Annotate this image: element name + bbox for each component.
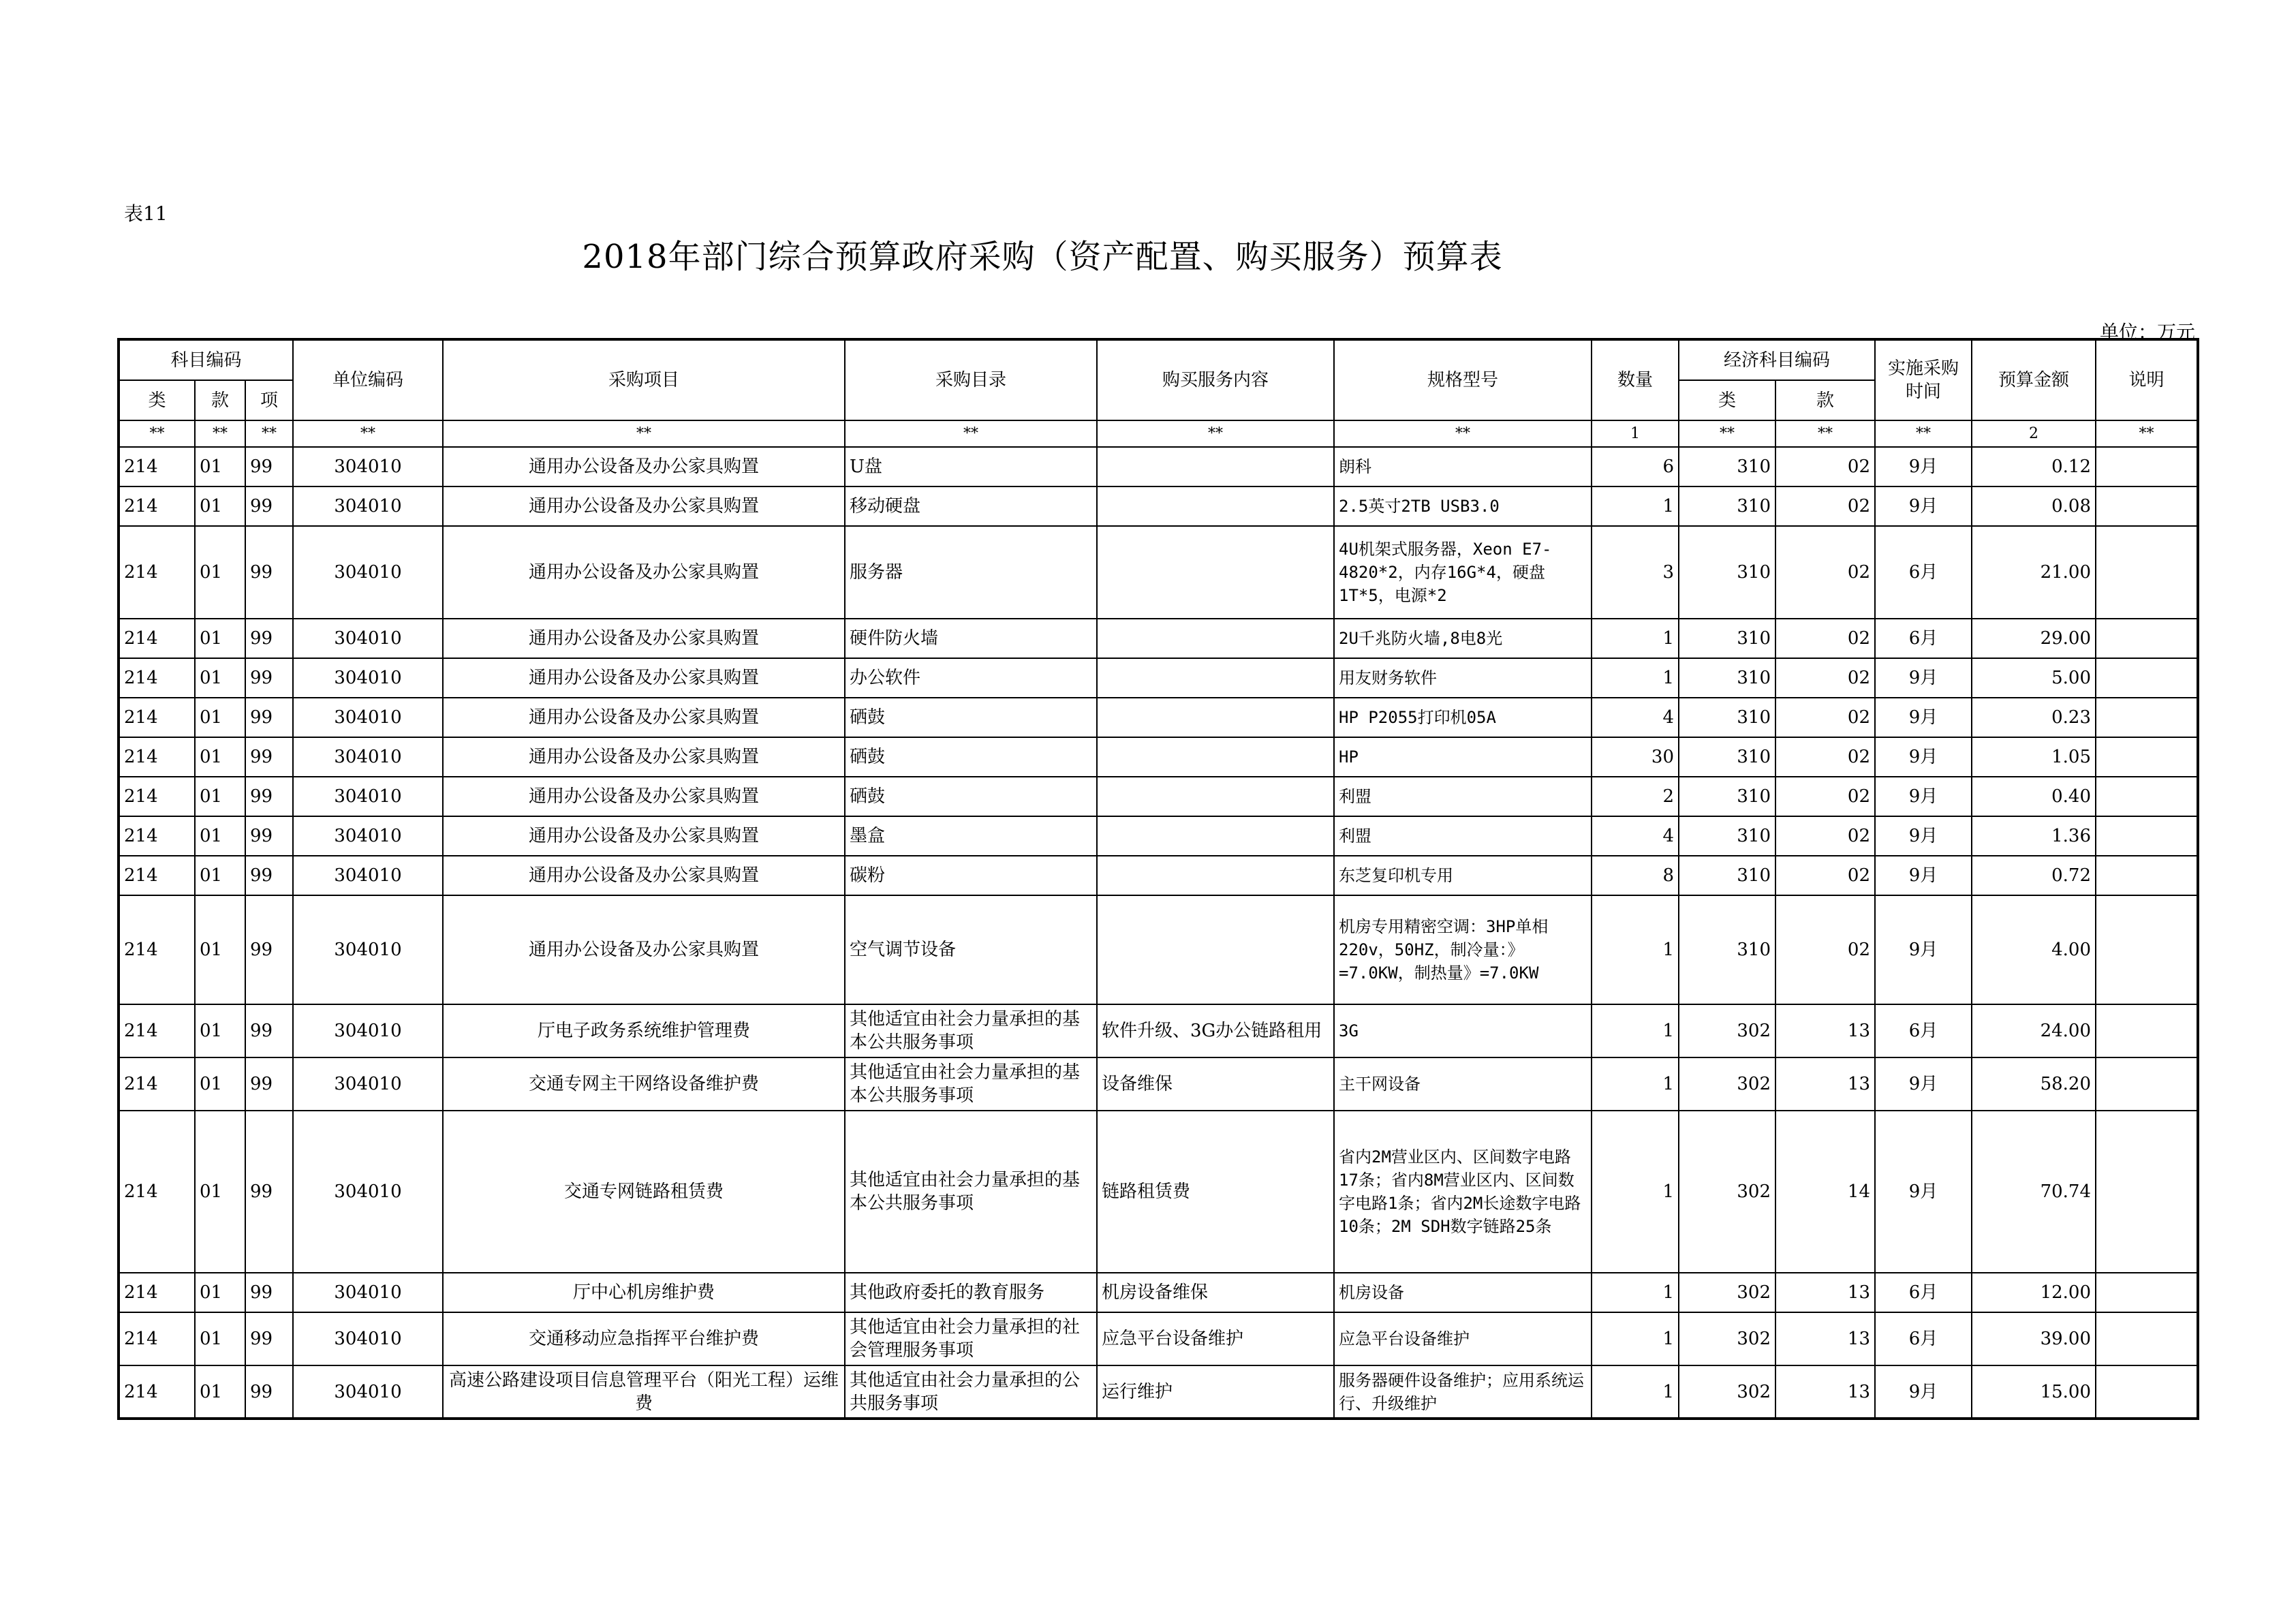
cell-lei: 214 (119, 1004, 195, 1057)
cell-catalog: 办公软件 (845, 658, 1097, 698)
marker-cell: ** (443, 420, 845, 447)
cell-project: 通用办公设备及办公家具购置 (443, 856, 845, 895)
cell-unit-code: 304010 (293, 1312, 443, 1365)
table-row (119, 486, 2198, 526)
cell-econ-kuan: 14 (1775, 1111, 1875, 1273)
cell-amount: 21.00 (1972, 526, 2096, 619)
cell-note (2096, 737, 2198, 777)
cell-lei: 214 (119, 895, 195, 1004)
cell-service (1097, 895, 1334, 1004)
cell-qty: 1 (1592, 1273, 1679, 1312)
cell-qty: 1 (1592, 1312, 1679, 1365)
cell-lei: 214 (119, 526, 195, 619)
cell-kuan: 01 (195, 856, 245, 895)
cell-xiang: 99 (245, 526, 293, 619)
cell-catalog: 其他适宜由社会力量承担的基本公共服务事项 (845, 1111, 1097, 1273)
cell-catalog: 墨盒 (845, 816, 1097, 856)
cell-amount: 1.05 (1972, 737, 2096, 777)
header-subject-code: 科目编码 (119, 339, 293, 380)
cell-catalog: 其他适宜由社会力量承担的基本公共服务事项 (845, 1057, 1097, 1111)
cell-note (2096, 619, 2198, 658)
cell-econ-lei: 310 (1679, 526, 1775, 619)
page-title-text: 2018年部门综合预算政府采购（资产配置、购买服务）预算表 (582, 238, 1503, 276)
cell-econ-kuan: 02 (1775, 619, 1875, 658)
cell-time: 9月 (1875, 856, 1972, 895)
cell-time: 6月 (1875, 1312, 1972, 1365)
cell-lei: 214 (119, 658, 195, 698)
cell-econ-kuan: 02 (1775, 447, 1875, 486)
cell-spec: 东芝复印机专用 (1334, 856, 1592, 895)
cell-qty: 1 (1592, 1365, 1679, 1419)
cell-econ-lei: 310 (1679, 856, 1775, 895)
cell-kuan: 01 (195, 1312, 245, 1365)
cell-qty: 1 (1592, 895, 1679, 1004)
header-amount: 预算金额 (1972, 339, 2096, 420)
cell-kuan: 01 (195, 1365, 245, 1419)
cell-kuan: 01 (195, 658, 245, 698)
cell-project: 交通移动应急指挥平台维护费 (443, 1312, 845, 1365)
cell-project: 厅电子政务系统维护管理费 (443, 1004, 845, 1057)
cell-amount: 0.12 (1972, 447, 2096, 486)
cell-service (1097, 526, 1334, 619)
cell-xiang: 99 (245, 1312, 293, 1365)
header-kuan: 款 (195, 380, 245, 420)
cell-note (2096, 895, 2198, 1004)
cell-unit-code: 304010 (293, 1004, 443, 1057)
cell-kuan: 01 (195, 698, 245, 737)
cell-xiang: 99 (245, 619, 293, 658)
cell-amount: 12.00 (1972, 1273, 2096, 1312)
header-xiang: 项 (245, 380, 293, 420)
cell-lei: 214 (119, 1111, 195, 1273)
cell-service (1097, 816, 1334, 856)
cell-econ-lei: 310 (1679, 895, 1775, 1004)
cell-qty: 6 (1592, 447, 1679, 486)
cell-qty: 1 (1592, 658, 1679, 698)
cell-kuan: 01 (195, 486, 245, 526)
cell-time: 9月 (1875, 698, 1972, 737)
cell-note (2096, 526, 2198, 619)
marker-cell: ** (845, 420, 1097, 447)
cell-unit-code: 304010 (293, 658, 443, 698)
cell-amount: 58.20 (1972, 1057, 2096, 1111)
cell-service (1097, 777, 1334, 816)
cell-kuan: 01 (195, 1111, 245, 1273)
cell-qty: 4 (1592, 698, 1679, 737)
cell-econ-lei: 310 (1679, 447, 1775, 486)
cell-spec: 机房设备 (1334, 1273, 1592, 1312)
cell-amount: 39.00 (1972, 1312, 2096, 1365)
cell-spec: 机房专用精密空调：3HP单相220v，50HZ，制冷量：》=7.0KW，制热量》=7.0KW (1334, 895, 1592, 1004)
cell-note (2096, 777, 2198, 816)
cell-econ-lei: 310 (1679, 619, 1775, 658)
cell-time: 9月 (1875, 816, 1972, 856)
cell-note (2096, 1312, 2198, 1365)
cell-econ-kuan: 02 (1775, 777, 1875, 816)
cell-amount: 0.40 (1972, 777, 2096, 816)
cell-amount: 0.72 (1972, 856, 2096, 895)
cell-xiang: 99 (245, 895, 293, 1004)
cell-project: 厅中心机房维护费 (443, 1273, 845, 1312)
cell-xiang: 99 (245, 777, 293, 816)
cell-kuan: 01 (195, 619, 245, 658)
cell-note (2096, 1057, 2198, 1111)
table-row (119, 816, 2198, 856)
cell-unit-code: 304010 (293, 1273, 443, 1312)
cell-econ-kuan: 13 (1775, 1057, 1875, 1111)
cell-project: 交通专网链路租赁费 (443, 1111, 845, 1273)
cell-lei: 214 (119, 1312, 195, 1365)
cell-qty: 1 (1592, 1057, 1679, 1111)
cell-unit-code: 304010 (293, 856, 443, 895)
cell-catalog: 其他适宜由社会力量承担的公共服务事项 (845, 1365, 1097, 1419)
cell-note (2096, 1273, 2198, 1312)
cell-note (2096, 447, 2198, 486)
cell-xiang: 99 (245, 447, 293, 486)
cell-xiang: 99 (245, 1273, 293, 1312)
cell-unit-code: 304010 (293, 1057, 443, 1111)
cell-service: 运行维护 (1097, 1365, 1334, 1419)
cell-econ-kuan: 02 (1775, 526, 1875, 619)
cell-econ-kuan: 13 (1775, 1273, 1875, 1312)
cell-kuan: 01 (195, 1273, 245, 1312)
marker-cell: ** (245, 420, 293, 447)
cell-unit-code: 304010 (293, 698, 443, 737)
cell-lei: 214 (119, 737, 195, 777)
cell-lei: 214 (119, 856, 195, 895)
marker-cell: ** (195, 420, 245, 447)
cell-spec: 利盟 (1334, 777, 1592, 816)
cell-spec: 用友财务软件 (1334, 658, 1592, 698)
cell-service (1097, 447, 1334, 486)
cell-note (2096, 1365, 2198, 1419)
cell-service: 机房设备维保 (1097, 1273, 1334, 1312)
table-row (119, 619, 2198, 658)
cell-econ-kuan: 02 (1775, 737, 1875, 777)
table-row (119, 1312, 2198, 1365)
cell-xiang: 99 (245, 1111, 293, 1273)
cell-xiang: 99 (245, 698, 293, 737)
cell-econ-lei: 310 (1679, 777, 1775, 816)
cell-spec: 利盟 (1334, 816, 1592, 856)
header-service: 购买服务内容 (1097, 339, 1334, 420)
cell-lei: 214 (119, 619, 195, 658)
cell-lei: 214 (119, 1365, 195, 1419)
table-row (119, 698, 2198, 737)
cell-spec: 朗科 (1334, 447, 1592, 486)
table-row (119, 526, 2198, 619)
cell-kuan: 01 (195, 816, 245, 856)
cell-spec: 服务器硬件设备维护；应用系统运行、升级维护 (1334, 1365, 1592, 1419)
cell-catalog: 服务器 (845, 526, 1097, 619)
cell-unit-code: 304010 (293, 816, 443, 856)
table-row (119, 895, 2198, 1004)
marker-cell: ** (2096, 420, 2198, 447)
cell-project: 通用办公设备及办公家具购置 (443, 526, 845, 619)
cell-time: 9月 (1875, 1111, 1972, 1273)
cell-catalog: 其他政府委托的教育服务 (845, 1273, 1097, 1312)
cell-service: 应急平台设备维护 (1097, 1312, 1334, 1365)
cell-spec: 4U机架式服务器，Xeon E7-4820*2，内存16G*4，硬盘1T*5，电源*2 (1334, 526, 1592, 619)
cell-time: 9月 (1875, 1365, 1972, 1419)
cell-project: 通用办公设备及办公家具购置 (443, 777, 845, 816)
cell-service (1097, 486, 1334, 526)
cell-time: 6月 (1875, 1273, 1972, 1312)
cell-lei: 214 (119, 698, 195, 737)
procurement-budget-table (117, 338, 2199, 1420)
cell-unit-code: 304010 (293, 447, 443, 486)
cell-project: 通用办公设备及办公家具购置 (443, 658, 845, 698)
cell-econ-lei: 302 (1679, 1004, 1775, 1057)
header-lei: 类 (119, 380, 195, 420)
cell-lei: 214 (119, 486, 195, 526)
cell-econ-lei: 302 (1679, 1365, 1775, 1419)
cell-lei: 214 (119, 1057, 195, 1111)
cell-project: 通用办公设备及办公家具购置 (443, 737, 845, 777)
cell-lei: 214 (119, 777, 195, 816)
cell-qty: 30 (1592, 737, 1679, 777)
cell-econ-lei: 310 (1679, 737, 1775, 777)
cell-kuan: 01 (195, 1057, 245, 1111)
header-time: 实施采购时间 (1875, 339, 1972, 420)
cell-kuan: 01 (195, 526, 245, 619)
cell-xiang: 99 (245, 1057, 293, 1111)
header-project: 采购项目 (443, 339, 845, 420)
cell-econ-kuan: 02 (1775, 658, 1875, 698)
cell-catalog: 移动硬盘 (845, 486, 1097, 526)
cell-qty: 8 (1592, 856, 1679, 895)
table-row (119, 737, 2198, 777)
cell-qty: 1 (1592, 619, 1679, 658)
cell-lei: 214 (119, 447, 195, 486)
marker-cell: ** (1875, 420, 1972, 447)
cell-kuan: 01 (195, 777, 245, 816)
cell-time: 6月 (1875, 1004, 1972, 1057)
header-econ-code: 经济科目编码 (1679, 339, 1875, 380)
cell-econ-lei: 310 (1679, 698, 1775, 737)
cell-spec: 主干网设备 (1334, 1057, 1592, 1111)
marker-cell: 2 (1972, 420, 2096, 447)
cell-econ-kuan: 02 (1775, 856, 1875, 895)
table-body (119, 447, 2198, 1419)
cell-time: 9月 (1875, 895, 1972, 1004)
marker-cell: ** (1334, 420, 1592, 447)
cell-time: 9月 (1875, 777, 1972, 816)
cell-econ-kuan: 13 (1775, 1312, 1875, 1365)
cell-note (2096, 1004, 2198, 1057)
cell-xiang: 99 (245, 1365, 293, 1419)
cell-project: 高速公路建设项目信息管理平台（阳光工程）运维费 (443, 1365, 845, 1419)
cell-unit-code: 304010 (293, 1365, 443, 1419)
cell-project: 通用办公设备及办公家具购置 (443, 698, 845, 737)
cell-econ-lei: 302 (1679, 1057, 1775, 1111)
cell-econ-kuan: 02 (1775, 698, 1875, 737)
cell-service (1097, 856, 1334, 895)
cell-spec: 3G (1334, 1004, 1592, 1057)
cell-note (2096, 698, 2198, 737)
cell-service (1097, 619, 1334, 658)
cell-qty: 3 (1592, 526, 1679, 619)
cell-spec: HP P2055打印机05A (1334, 698, 1592, 737)
cell-kuan: 01 (195, 895, 245, 1004)
cell-unit-code: 304010 (293, 486, 443, 526)
cell-project: 通用办公设备及办公家具购置 (443, 447, 845, 486)
cell-qty: 4 (1592, 816, 1679, 856)
cell-amount: 1.36 (1972, 816, 2096, 856)
table-row (119, 1004, 2198, 1057)
cell-note (2096, 816, 2198, 856)
cell-amount: 4.00 (1972, 895, 2096, 1004)
cell-xiang: 99 (245, 816, 293, 856)
cell-qty: 2 (1592, 777, 1679, 816)
cell-catalog: 其他适宜由社会力量承担的社会管理服务事项 (845, 1312, 1097, 1365)
cell-note (2096, 486, 2198, 526)
cell-project: 通用办公设备及办公家具购置 (443, 895, 845, 1004)
cell-project: 交通专网主干网络设备维护费 (443, 1057, 845, 1111)
cell-econ-kuan: 02 (1775, 895, 1875, 1004)
cell-kuan: 01 (195, 737, 245, 777)
cell-catalog: 碳粉 (845, 856, 1097, 895)
header-unit-code: 单位编码 (293, 339, 443, 420)
table-row (119, 777, 2198, 816)
cell-amount: 0.23 (1972, 698, 2096, 737)
header-econ-lei: 类 (1679, 380, 1775, 420)
marker-cell: 1 (1592, 420, 1679, 447)
cell-service: 软件升级、3G办公链路租用 (1097, 1004, 1334, 1057)
cell-note (2096, 1111, 2198, 1273)
cell-catalog: 硬件防火墙 (845, 619, 1097, 658)
cell-project: 通用办公设备及办公家具购置 (443, 619, 845, 658)
cell-spec: 2U千兆防火墙,8电8光 (1334, 619, 1592, 658)
marker-cell: ** (1097, 420, 1334, 447)
cell-xiang: 99 (245, 486, 293, 526)
cell-econ-lei: 302 (1679, 1273, 1775, 1312)
cell-service (1097, 737, 1334, 777)
cell-econ-lei: 302 (1679, 1312, 1775, 1365)
cell-econ-lei: 310 (1679, 816, 1775, 856)
cell-unit-code: 304010 (293, 777, 443, 816)
cell-econ-kuan: 13 (1775, 1004, 1875, 1057)
cell-service: 链路租赁费 (1097, 1111, 1334, 1273)
cell-time: 6月 (1875, 619, 1972, 658)
cell-amount: 70.74 (1972, 1111, 2096, 1273)
table-row (119, 1365, 2198, 1419)
marker-cell: ** (1775, 420, 1875, 447)
cell-amount: 29.00 (1972, 619, 2096, 658)
cell-time: 9月 (1875, 737, 1972, 777)
cell-kuan: 01 (195, 1004, 245, 1057)
cell-unit-code: 304010 (293, 619, 443, 658)
marker-cell: ** (1679, 420, 1775, 447)
cell-econ-lei: 302 (1679, 1111, 1775, 1273)
cell-project: 通用办公设备及办公家具购置 (443, 486, 845, 526)
cell-project: 通用办公设备及办公家具购置 (443, 816, 845, 856)
cell-catalog: 硒鼓 (845, 777, 1097, 816)
page-title (0, 230, 2296, 277)
cell-service (1097, 658, 1334, 698)
cell-note (2096, 658, 2198, 698)
header-note: 说明 (2096, 339, 2198, 420)
cell-catalog: U盘 (845, 447, 1097, 486)
table-row (119, 856, 2198, 895)
table-row (119, 1273, 2198, 1312)
cell-time: 9月 (1875, 658, 1972, 698)
cell-qty: 1 (1592, 1004, 1679, 1057)
cell-kuan: 01 (195, 447, 245, 486)
cell-note (2096, 856, 2198, 895)
cell-econ-kuan: 02 (1775, 486, 1875, 526)
unit-label: 单位：万元 (2099, 321, 2195, 343)
header-qty: 数量 (1592, 339, 1679, 420)
cell-spec: 应急平台设备维护 (1334, 1312, 1592, 1365)
cell-amount: 15.00 (1972, 1365, 2096, 1419)
cell-amount: 0.08 (1972, 486, 2096, 526)
cell-catalog: 其他适宜由社会力量承担的基本公共服务事项 (845, 1004, 1097, 1057)
cell-time: 9月 (1875, 447, 1972, 486)
header-econ-kuan: 款 (1775, 380, 1875, 420)
marker-cell: ** (293, 420, 443, 447)
table-tag: 表11 (124, 202, 168, 225)
cell-time: 9月 (1875, 486, 1972, 526)
cell-unit-code: 304010 (293, 737, 443, 777)
cell-qty: 1 (1592, 486, 1679, 526)
cell-spec: 省内2M营业区内、区间数字电路17条；省内8M营业区内、区间数字电路1条；省内2M长途数字电路10条；2M SDH数字链路25条 (1334, 1111, 1592, 1273)
cell-xiang: 99 (245, 856, 293, 895)
marker-cell: ** (119, 420, 195, 447)
cell-spec: HP (1334, 737, 1592, 777)
cell-unit-code: 304010 (293, 526, 443, 619)
cell-xiang: 99 (245, 1004, 293, 1057)
cell-time: 6月 (1875, 526, 1972, 619)
table-row (119, 447, 2198, 486)
cell-catalog: 空气调节设备 (845, 895, 1097, 1004)
cell-time: 9月 (1875, 1057, 1972, 1111)
table-row (119, 1057, 2198, 1111)
marker-row (119, 420, 2198, 447)
cell-xiang: 99 (245, 737, 293, 777)
cell-catalog: 硒鼓 (845, 737, 1097, 777)
cell-econ-lei: 310 (1679, 658, 1775, 698)
table-row (119, 658, 2198, 698)
cell-econ-kuan: 13 (1775, 1365, 1875, 1419)
cell-unit-code: 304010 (293, 1111, 443, 1273)
cell-lei: 214 (119, 816, 195, 856)
table-row (119, 1111, 2198, 1273)
cell-service (1097, 698, 1334, 737)
cell-catalog: 硒鼓 (845, 698, 1097, 737)
cell-unit-code: 304010 (293, 895, 443, 1004)
cell-econ-lei: 310 (1679, 486, 1775, 526)
cell-qty: 1 (1592, 1111, 1679, 1273)
cell-econ-kuan: 02 (1775, 816, 1875, 856)
header-catalog: 采购目录 (845, 339, 1097, 420)
header-spec: 规格型号 (1334, 339, 1592, 420)
cell-amount: 5.00 (1972, 658, 2096, 698)
cell-service: 设备维保 (1097, 1057, 1334, 1111)
cell-xiang: 99 (245, 658, 293, 698)
cell-spec: 2.5英寸2TB USB3.0 (1334, 486, 1592, 526)
cell-lei: 214 (119, 1273, 195, 1312)
cell-amount: 24.00 (1972, 1004, 2096, 1057)
